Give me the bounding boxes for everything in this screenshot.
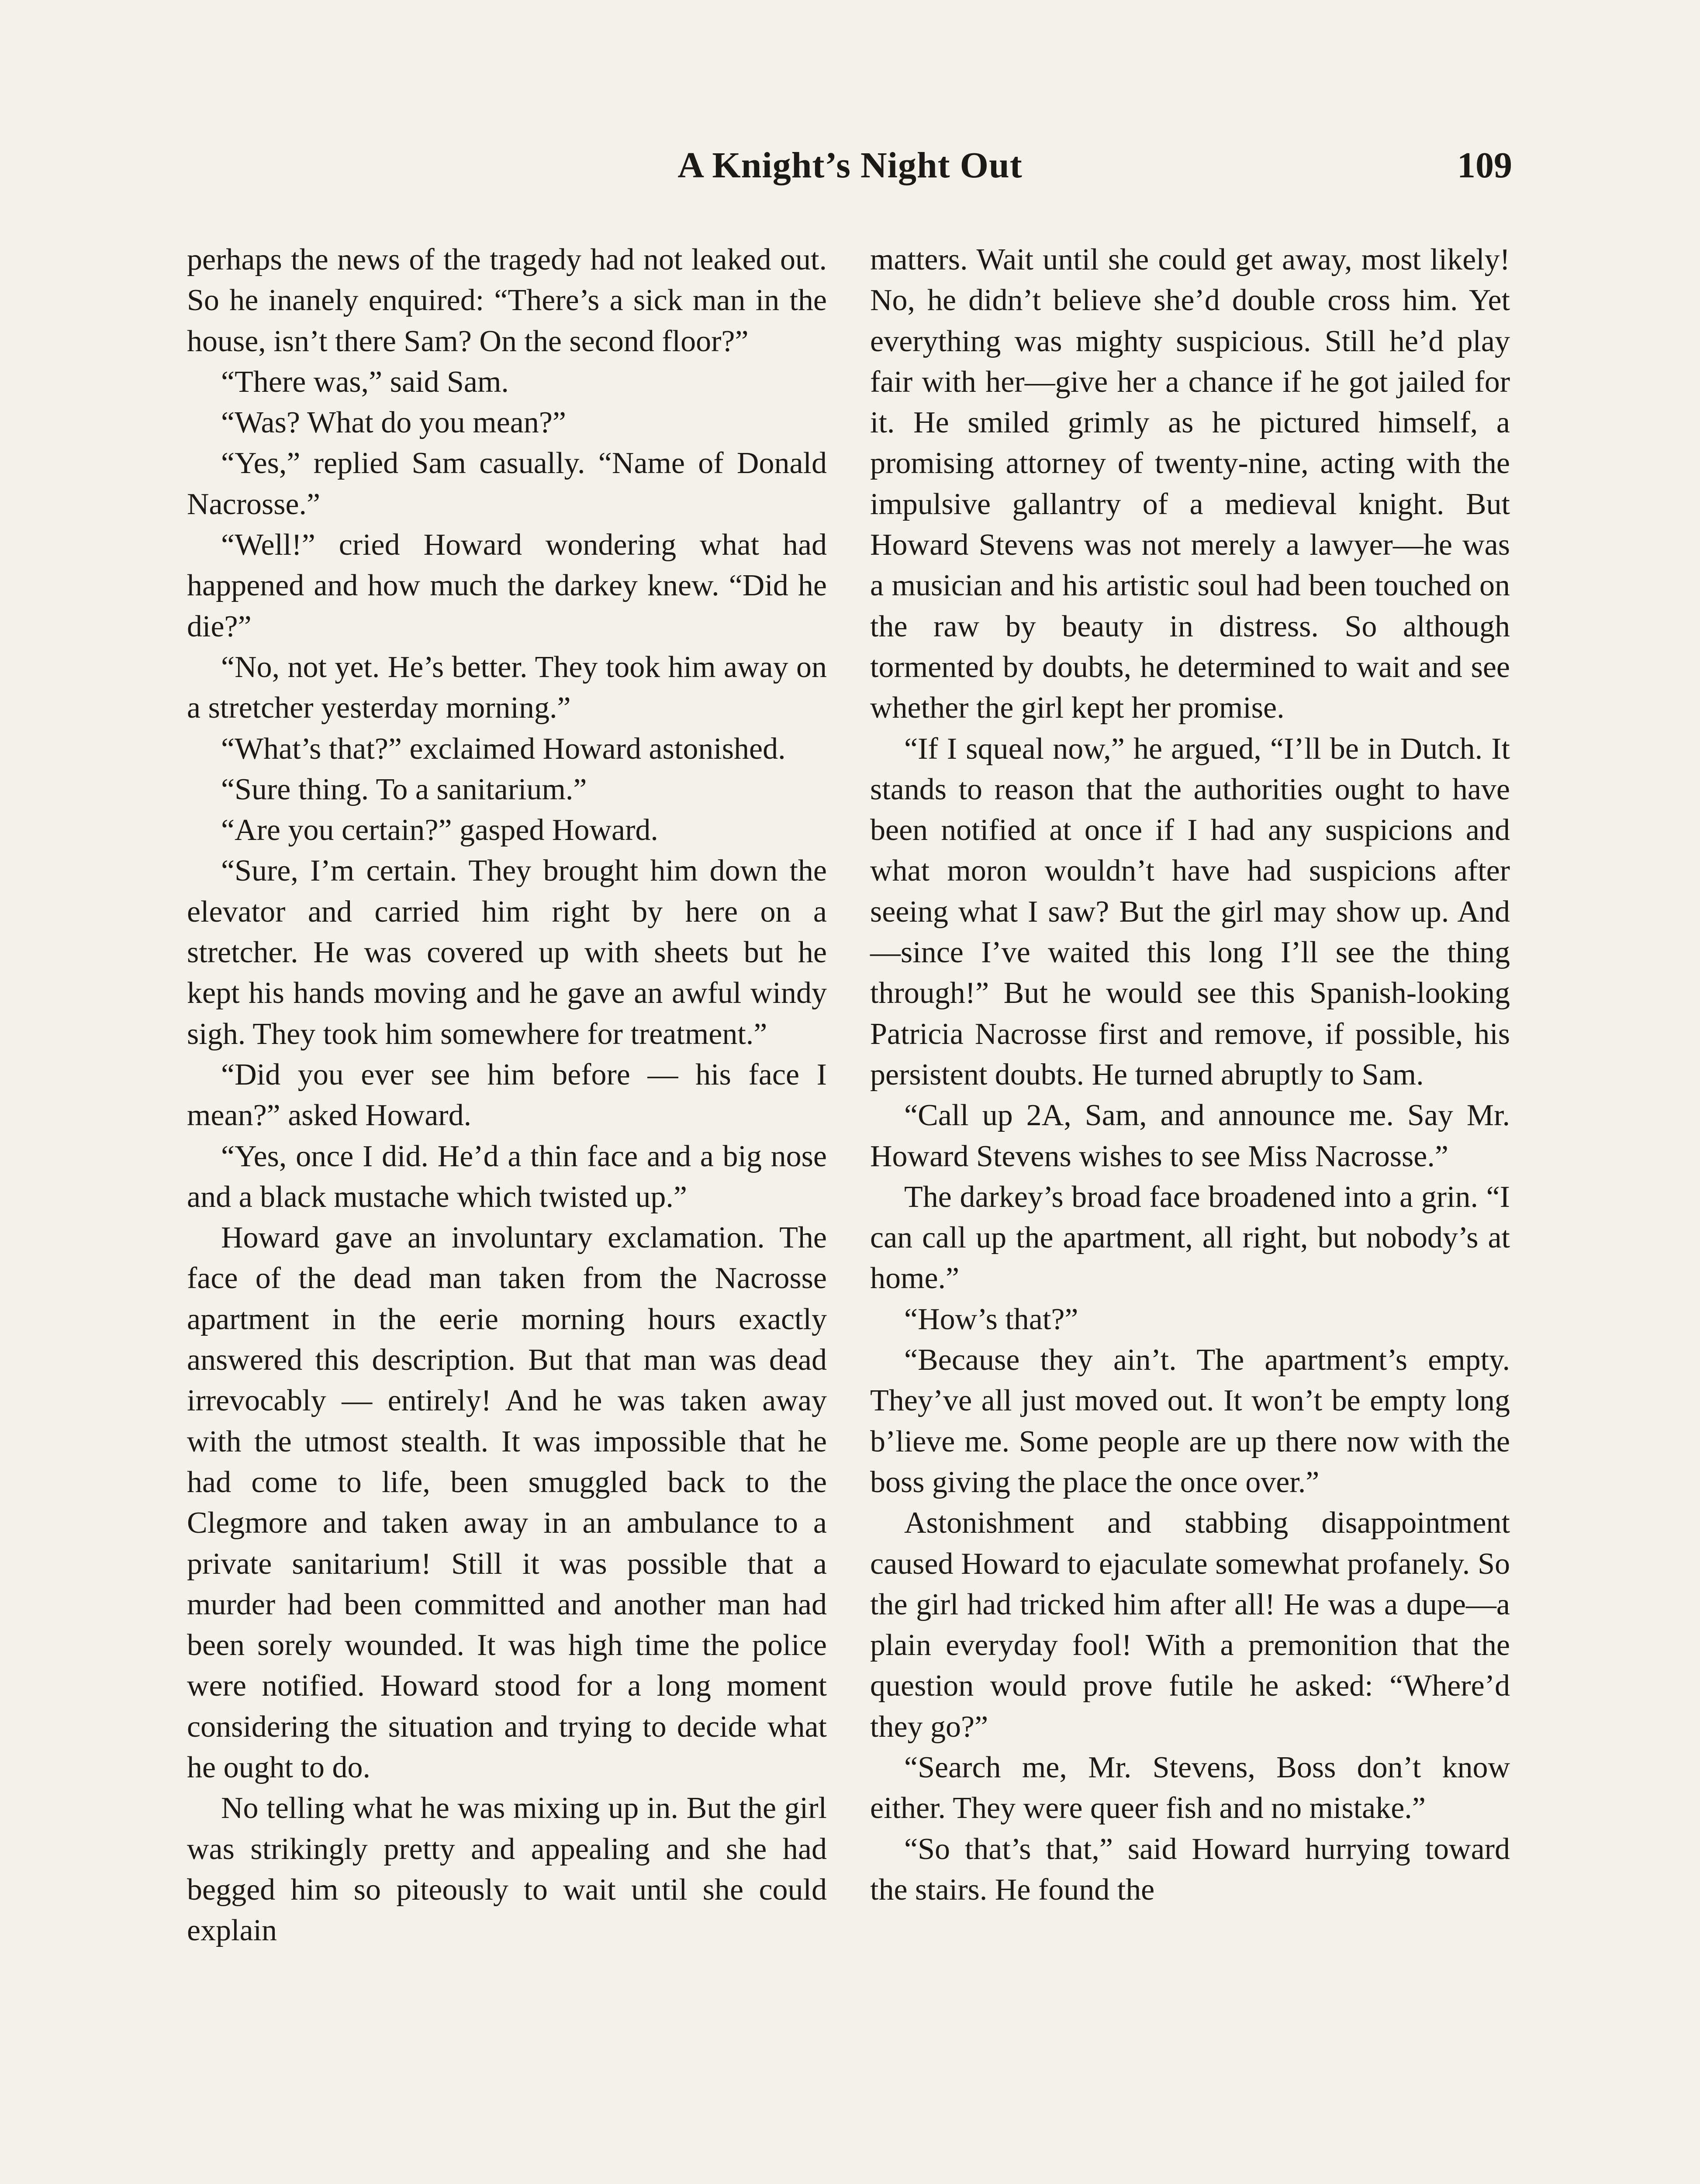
paragraph: “Search me, Mr. Stevens, Boss don’t know either. They were queer fish and no mistake.” bbox=[870, 1750, 1510, 1825]
paragraph: “Yes, once I did. He’d a thin face and a big nose and a black mustache which twisted up.” bbox=[187, 1139, 827, 1214]
paragraph: “Well!” cried Howard wondering what had happened and how much the darkey knew. “Did he die?” bbox=[187, 528, 827, 643]
paragraph: Howard gave an involuntary exclamation. The face of the dead man taken from the Nacrosse apartment in the eerie morning hours exactly answered this description. But that man was dead irrevocably — entirely! And he was taken away with the utmost stealth. It was impossible that he had come to life, been smuggled back to the Clegmore and taken away in an ambulance to a private sanitarium! Still it was possible that a murder had been committed and another man had been sorely wounded. It was high time the police were notified. Howard stood for a long moment considering the situation and trying to decide what he ought to do. bbox=[187, 1221, 827, 1784]
paragraph: “No, not yet. He’s better. They took him away on a stretcher yesterday morning.” bbox=[187, 650, 827, 725]
paragraph: The darkey’s broad face broadened into a grin. “I can call up the apartment, all right, but nobody’s at home.” bbox=[870, 1180, 1510, 1296]
paragraph: matters. Wait until she could get away, most likely! No, he didn’t believe she’d double cross him. Yet everything was mighty suspicious. Still he’d play fair with her—give her a chance if he got jailed for it. He smiled grimly as he pictured himself, a promising attorney of twenty-nine, acting with the impulsive gallantry of a medieval knight. But Howard Stevens was not merely a lawyer—he was a musician and his artistic soul had been touched on the raw by beauty in distress. So although tormented by doubts, he determined to wait and see whether the girl kept her promise. bbox=[870, 243, 1510, 725]
paragraph: “So that’s that,” said Howard hurrying toward the stairs. He found the bbox=[870, 1832, 1510, 1907]
paragraph: “If I squeal now,” he argued, “I’ll be in Dutch. It stands to reason that the authorities ought to have been notified at once if I had any suspicions and what moron wouldn’t have had suspicions after seeing what I saw? But the girl may show up. And—since I’ve waited this long I’ll see the thing through!” But he would see this Spanish-looking Patricia Nacrosse first and remove, if possible, his persistent doubts. He turned abruptly to Sam. bbox=[870, 732, 1510, 1092]
paragraph: “Sure, I’m certain. They brought him down the elevator and carried him right by here on a stretcher. He was covered up with sheets but he kept his hands moving and he gave an awful windy sigh. They took him somewhere for treatment.” bbox=[187, 854, 827, 1051]
paragraph: “What’s that?” exclaimed Howard astonished. bbox=[221, 732, 786, 766]
paragraph: “There was,” said Sam. bbox=[221, 365, 509, 399]
paragraph: “Sure thing. To a sanitarium.” bbox=[221, 772, 587, 806]
paragraph: perhaps the news of the tragedy had not leaked out. So he inanely enquired: “There’s a sick man in the house, isn’t there Sam? On the second floor?” bbox=[187, 243, 827, 358]
right-column bbox=[870, 239, 1510, 1910]
paragraph: “Yes,” replied Sam casually. “Name of Donald Nacrosse.” bbox=[187, 446, 827, 521]
paragraph: Astonishment and stabbing disappointment caused Howard to ejaculate somewhat profanely. So the girl had tricked him after all! He was a dupe—a plain everyday fool! With a premonition that the question would prove futile he asked: “Where’d they go?” bbox=[870, 1506, 1510, 1744]
paragraph: No telling what he was mixing up in. But the girl was strikingly pretty and appealing and she had begged him so piteously to wait until she could explain bbox=[187, 1791, 827, 1948]
paragraph: “How’s that?” bbox=[904, 1302, 1078, 1336]
page-header bbox=[0, 144, 1700, 205]
paragraph: “Call up 2A, Sam, and announce me. Say Mr. Howard Stevens wishes to see Miss Nacrosse.” bbox=[870, 1099, 1510, 1173]
paragraph: “Are you certain?” gasped Howard. bbox=[221, 813, 658, 847]
paragraph: “Because they ain’t. The apartment’s empty. They’ve all just moved out. It won’t be empty long b’lieve me. Some people are up there now with the boss giving the place the once over.” bbox=[870, 1343, 1510, 1499]
running-title: A Knight’s Night Out bbox=[677, 145, 1023, 186]
paragraph: “Did you ever see him before — his face I mean?” asked Howard. bbox=[187, 1057, 827, 1133]
paragraph: “Was? What do you mean?” bbox=[221, 406, 566, 440]
left-column bbox=[187, 239, 827, 1951]
page-number: 109 bbox=[1457, 145, 1512, 186]
